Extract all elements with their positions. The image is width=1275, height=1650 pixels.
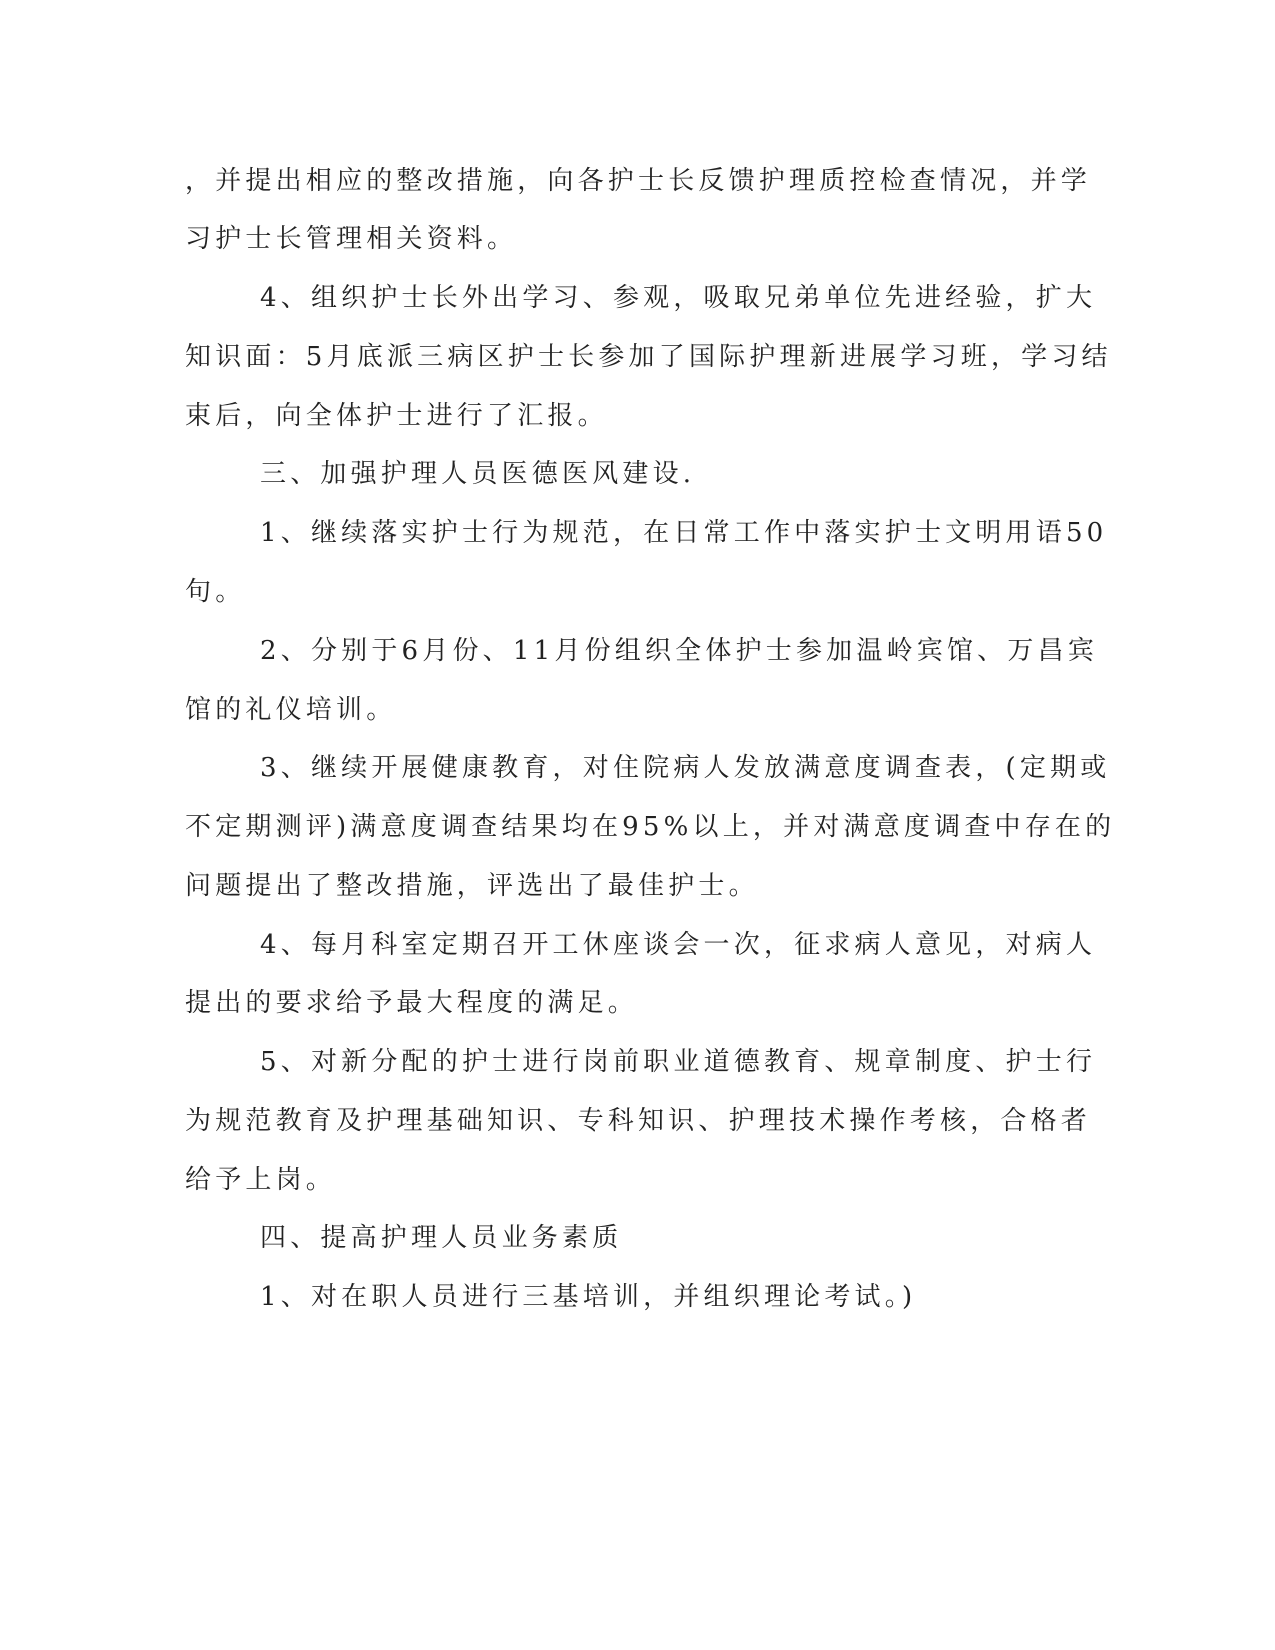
- text-line: 4、组织护士长外出学习、参观，吸取兄弟单位先进经验，扩大: [260, 283, 1097, 313]
- text-line: 不定期测评)满意度调查结果均在95%以上，并对满意度调查中存在的: [185, 812, 1116, 842]
- text-line: 2、分别于6月份、11月份组织全体护士参加温岭宾馆、万昌宾: [260, 636, 1098, 666]
- text-line: 句。: [185, 577, 246, 607]
- text-line: 提出的要求给予最大程度的满足。: [185, 988, 639, 1018]
- section-heading: 四、提高护理人员业务素质: [260, 1223, 623, 1253]
- text-line: 3、继续开展健康教育，对住院病人发放满意度调查表，(定期或: [260, 753, 1111, 783]
- text-line: 问题提出了整改措施，评选出了最佳护士。: [185, 871, 759, 901]
- text-line: 知识面：5月底派三病区护士长参加了国际护理新进展学习班，学习结: [185, 342, 1112, 372]
- text-line: 习护士长管理相关资料。: [185, 224, 518, 254]
- text-line: 为规范教育及护理基础知识、专科知识、护理技术操作考核，合格者: [185, 1106, 1092, 1136]
- text-line: 5、对新分配的护士进行岗前职业道德教育、规章制度、护士行: [260, 1047, 1097, 1077]
- text-line: 1、继续落实护士行为规范，在日常工作中落实护士文明用语50: [260, 518, 1108, 548]
- text-line: 束后，向全体护士进行了汇报。: [185, 401, 608, 431]
- section-heading: 三、加强护理人员医德医风建设.: [260, 459, 696, 489]
- text-line: 给予上岗。: [185, 1165, 337, 1195]
- text-line: ，并提出相应的整改措施，向各护士长反馈护理质控检查情况，并学: [185, 166, 1092, 196]
- text-line: 4、每月科室定期召开工休座谈会一次，征求病人意见，对病人: [260, 930, 1097, 960]
- text-line: 馆的礼仪培训。: [185, 695, 397, 725]
- text-line: 1、对在职人员进行三基培训，并组织理论考试。): [260, 1282, 917, 1312]
